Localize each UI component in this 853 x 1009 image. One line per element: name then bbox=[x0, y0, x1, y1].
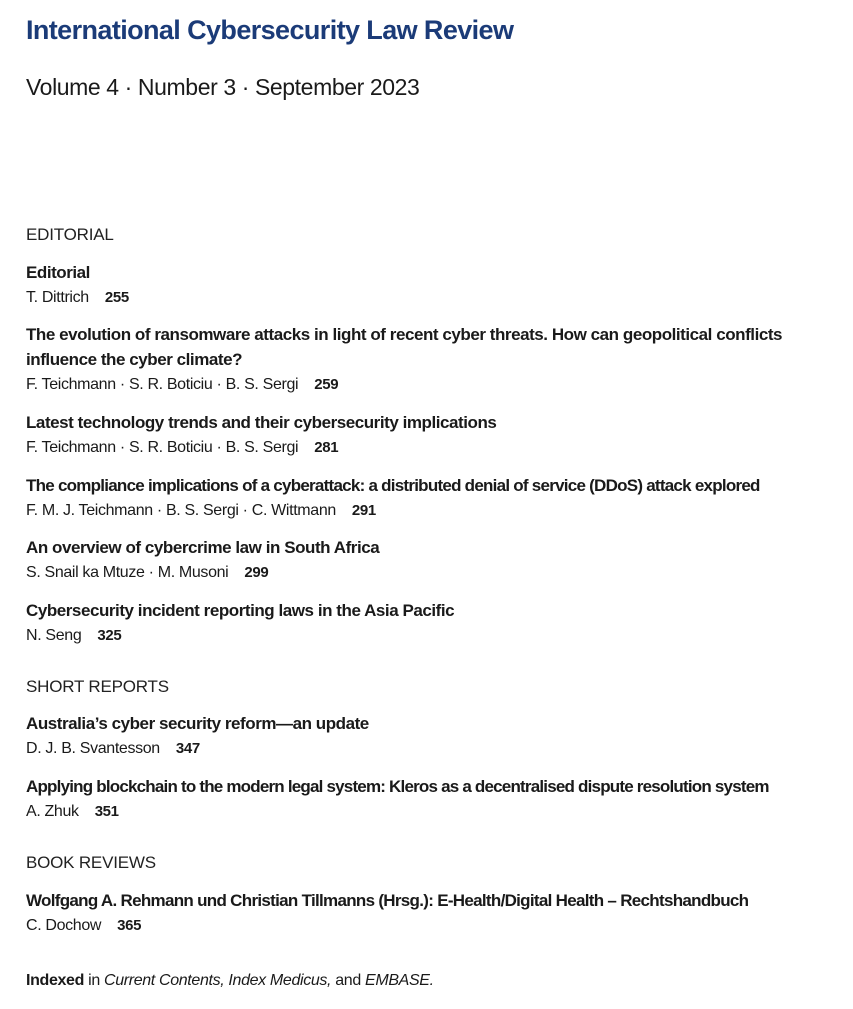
article-page-number: 255 bbox=[104, 289, 129, 306]
issue-info: Volume 4 · Number 3 · September 2023 bbox=[26, 74, 420, 100]
article-entry[interactable] bbox=[26, 473, 841, 523]
section-heading-book-reviews: BOOK REVIEWS bbox=[26, 853, 156, 872]
article-title[interactable]: Cybersecurity incident reporting laws in the Asia Pacific bbox=[26, 601, 455, 620]
article-page-number: 299 bbox=[244, 564, 269, 581]
article-entry[interactable] bbox=[26, 322, 841, 397]
article-authors: F. M. J. Teichmann · B. S. Sergi · C. Wittmann bbox=[26, 502, 336, 519]
article-title[interactable]: Editorial bbox=[26, 263, 90, 282]
article-page-number: 281 bbox=[314, 439, 339, 456]
article-title[interactable]: An overview of cybercrime law in South Africa bbox=[26, 538, 380, 557]
article-authors: F. Teichmann · S. R. Boticiu · B. S. Sergi bbox=[26, 376, 299, 393]
article-byline bbox=[26, 498, 841, 523]
article-page-number: 291 bbox=[351, 502, 376, 519]
article-entry[interactable] bbox=[26, 774, 841, 824]
article-byline bbox=[26, 560, 841, 585]
article-title[interactable]: Applying blockchain to the modern legal system: Kleros as a decentralised dispute resolution system bbox=[26, 777, 769, 796]
section-heading-editorial: EDITORIAL bbox=[26, 225, 114, 244]
article-authors: C. Dochow bbox=[26, 917, 102, 934]
indexing-note bbox=[26, 972, 434, 990]
article-byline bbox=[26, 913, 841, 938]
article-authors: F. Teichmann · S. R. Boticiu · B. S. Sergi bbox=[26, 439, 299, 456]
article-authors: A. Zhuk bbox=[26, 803, 79, 820]
article-page-number: 347 bbox=[175, 740, 200, 757]
article-page-number: 325 bbox=[97, 627, 122, 644]
article-byline bbox=[26, 435, 841, 460]
article-page-number: 351 bbox=[94, 803, 119, 820]
index-list: Current Contents, Index Medicus, bbox=[104, 972, 332, 989]
article-byline bbox=[26, 372, 841, 397]
article-page-number: 259 bbox=[314, 376, 339, 393]
article-byline bbox=[26, 799, 841, 824]
article-title[interactable]: Latest technology trends and their cybersecurity implications bbox=[26, 413, 497, 432]
article-entry[interactable] bbox=[26, 260, 841, 310]
article-authors: T. Dittrich bbox=[26, 289, 89, 306]
article-authors: D. J. B. Svantesson bbox=[26, 740, 160, 757]
article-entry[interactable] bbox=[26, 598, 841, 648]
indexed-label: Indexed bbox=[26, 972, 85, 989]
article-entry[interactable] bbox=[26, 888, 841, 938]
article-entry[interactable] bbox=[26, 410, 841, 460]
article-page-number: 365 bbox=[117, 917, 142, 934]
article-byline bbox=[26, 623, 841, 648]
indexed-in: in bbox=[88, 972, 100, 989]
article-byline bbox=[26, 285, 841, 310]
article-authors: N. Seng bbox=[26, 627, 82, 644]
journal-title: International Cybersecurity Law Review bbox=[26, 15, 514, 45]
article-title[interactable]: Wolfgang A. Rehmann und Christian Tillmanns (Hrsg.): E-Health/Digital Health – Rechtshandbuch bbox=[26, 891, 749, 910]
section-heading-short-reports: SHORT REPORTS bbox=[26, 677, 169, 696]
article-byline bbox=[26, 736, 841, 761]
article-title[interactable]: The compliance implications of a cyberattack: a distributed denial of service (DDoS) attack explored bbox=[26, 476, 760, 495]
article-entry[interactable] bbox=[26, 711, 841, 761]
article-title[interactable]: The evolution of ransomware attacks in light of recent cyber threats. How can geopolitical conflicts influence the cyber climate? bbox=[26, 325, 783, 369]
article-title[interactable]: Australia’s cyber security reform—an update bbox=[26, 714, 369, 733]
indexed-and: and bbox=[335, 972, 361, 989]
article-entry[interactable] bbox=[26, 535, 841, 585]
index-embase: EMBASE. bbox=[365, 972, 434, 989]
article-authors: S. Snail ka Mtuze · M. Musoni bbox=[26, 564, 229, 581]
